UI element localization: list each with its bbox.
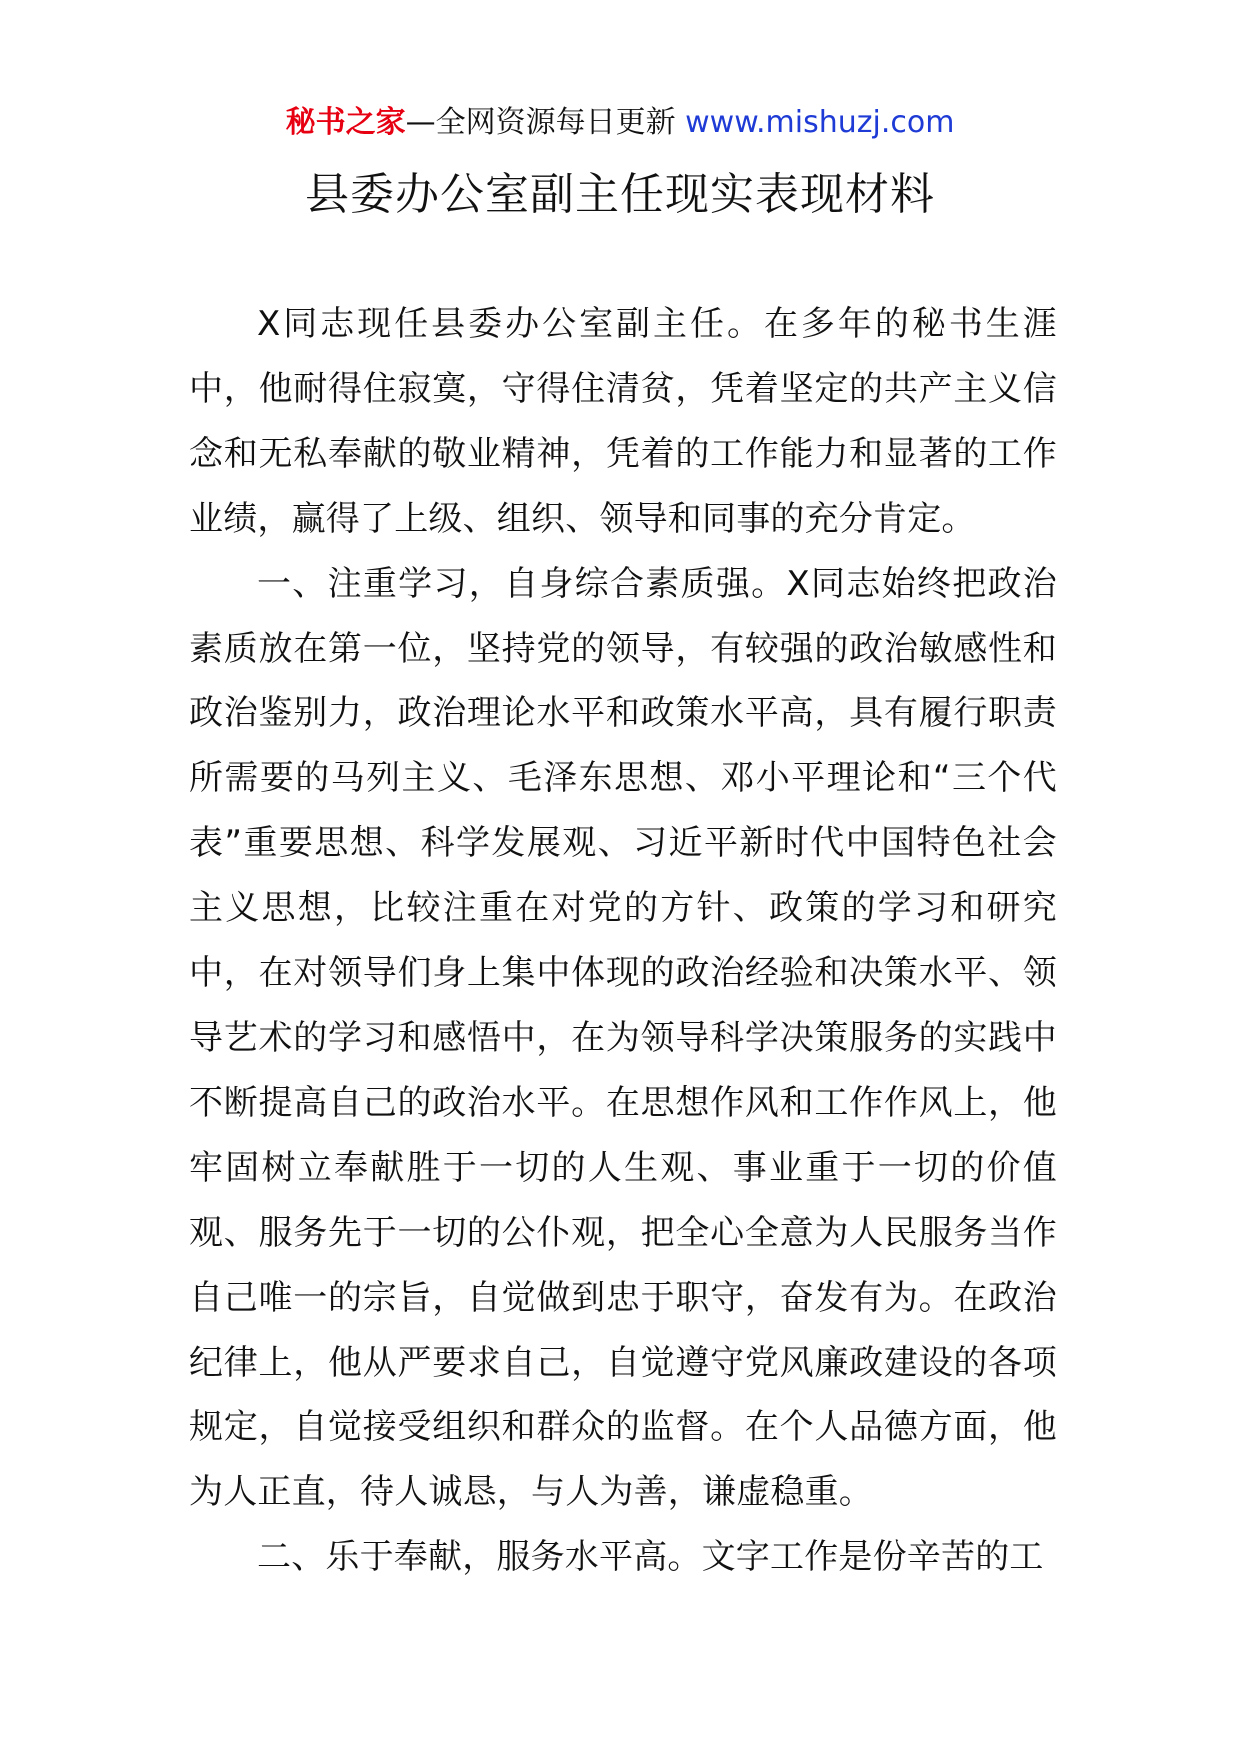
document-body — [189, 292, 1057, 1590]
document-title: 县委办公室副主任现实表现材料 — [305, 169, 935, 220]
paragraph-section-2: 二、乐于奉献，服务水平高。文字工作是份辛苦的工 — [257, 1537, 1044, 1578]
brand-name: 秘书之家 — [285, 105, 406, 140]
paragraph-intro: X同志现任县委办公室副主任。在多年的秘书生涯中，他耐得住寂寞，守得住清贫，凭着坚定的共产主义信念和无私奉献的敬业精神，凭着的工作能力和显著的工作业绩，赢得了上级、组织、领导和同事的充分肯定。 — [189, 304, 1057, 539]
header-slogan: —全网资源每日更新 — [405, 105, 676, 140]
site-url[interactable]: www.mishuzj.com — [685, 105, 955, 140]
paragraph-section-1: 一、注重学习，自身综合素质强。X同志始终把政治素质放在第一位，坚持党的领导，有较强的政治敏感性和政治鉴别力，政治理论水平和政策水平高，具有履行职责所需要的马列主义、毛泽东思想、邓小平理论和“三个代表”重要思想、科学发展观、习近平新时代中国特色社会主义思想，比较注重在对党的方针、政策的学习和研究中，在对领导们身上集中体现的政治经验和决策水平、领导艺术的学习和感悟中，在为领导科学决策服务的实践中不断提高自己的政治水平。在思想作风和工作作风上，他牢固树立奉献胜于一切的人生观、事业重于一切的价值观、服务先于一切的公仆观，把全心全意为人民服务当作自己唯一的宗旨，自觉做到忠于职守，奋发有为。在政治纪律上，他从严要求自己，自觉遵守党风廉政建设的各项规定，自觉接受组织和群众的监督。在个人品德方面，他为人正直，待人诚恳，与人为善，谦虚稳重。 — [189, 563, 1057, 1513]
site-header — [0, 100, 1240, 146]
